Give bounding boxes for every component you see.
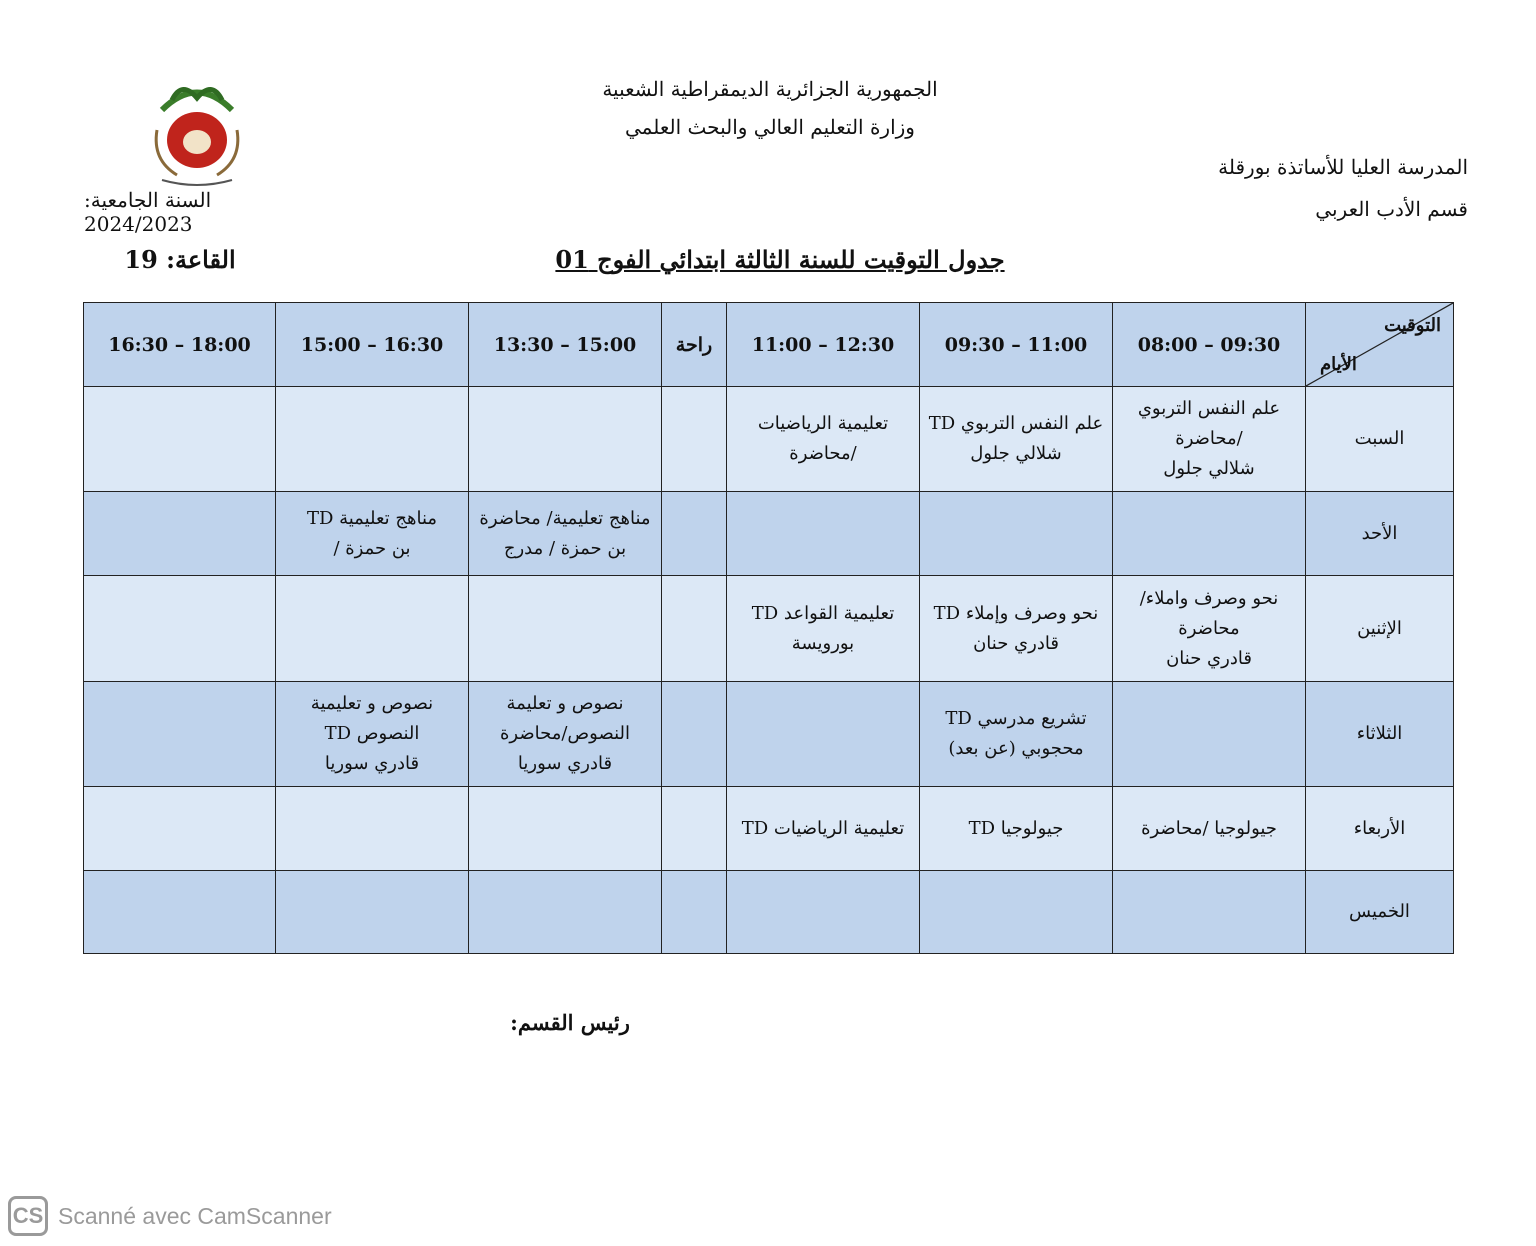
camscanner-logo: CS [8, 1196, 48, 1236]
session-cell [276, 871, 469, 954]
session-text: علم النفس التربوي TD [928, 413, 1104, 434]
timetable-row [84, 492, 1454, 576]
session-cell [469, 682, 662, 787]
session-text: قادري سوريا [517, 753, 613, 774]
session-cell [662, 387, 727, 492]
day-cell: الإثنين [1306, 576, 1454, 682]
session-text: مناهج تعليمية/ محاضرة [479, 507, 651, 529]
session-text: شلالي جلول [1163, 458, 1255, 479]
session-cell [727, 387, 920, 492]
session-cell [469, 787, 662, 871]
timetable-row [84, 871, 1454, 954]
session-cell [727, 576, 920, 682]
slot-header: 18:00 – 16:30 [84, 303, 276, 387]
day-cell: الخميس [1306, 871, 1454, 954]
republic-name: الجمهورية الجزائرية الديمقراطية الشعبية [602, 77, 938, 101]
page-title: جدول التوقيت للسنة الثالثة ابتدائي الفوج 01 [555, 245, 1005, 274]
session-cell [276, 492, 469, 576]
day-cell: الثلاثاء [1306, 682, 1454, 787]
session-text: مناهج تعليمية TD [306, 507, 438, 529]
session-cell [662, 492, 727, 576]
session-text: تشريع مدرسي TD [945, 708, 1087, 729]
session-text: جيولوجيا /محاضرة [1141, 817, 1277, 839]
day-cell: الأربعاء [1306, 787, 1454, 871]
ministry-name: وزارة التعليم العالي والبحث العلمي [625, 115, 915, 139]
session-cell [84, 576, 276, 682]
slot-header: 11:00 – 09:30 [920, 303, 1113, 387]
session-cell [469, 871, 662, 954]
session-cell [276, 576, 469, 682]
session-text: محاضرة [1178, 617, 1240, 639]
academic-year: السنة الجامعية: 2024/2023 [84, 188, 212, 236]
timetable [83, 302, 1454, 954]
session-text: نصوص و تعليمية [310, 693, 434, 714]
session-text: محجوبي (عن بعد) [948, 738, 1084, 759]
session-cell [1113, 871, 1306, 954]
day-cell: السبت [1306, 387, 1454, 492]
slot-header: 15:00 – 13:30 [469, 303, 662, 387]
session-cell [727, 787, 920, 871]
timetable-header-row [84, 303, 1454, 387]
session-cell [469, 387, 662, 492]
session-text: نصوص و تعليمة [506, 693, 624, 714]
session-cell [920, 492, 1113, 576]
session-cell [662, 787, 727, 871]
scanner-text: Scanné avec CamScanner [58, 1202, 332, 1229]
room-number: القاعة: 19 [124, 245, 236, 274]
session-cell [276, 682, 469, 787]
corner-cell [1306, 303, 1454, 387]
scanner-watermark [8, 1194, 332, 1238]
corner-time-label: التوقيت [1384, 315, 1441, 336]
signature-label: رئيس القسم: [510, 1010, 630, 1035]
session-text: تعليمية القواعد TD [751, 602, 895, 624]
header-center [560, 70, 980, 146]
session-cell [84, 492, 276, 576]
slot-header: 09:30 – 08:00 [1113, 303, 1306, 387]
session-cell [1113, 387, 1306, 492]
session-cell [920, 871, 1113, 954]
session-cell [920, 787, 1113, 871]
session-cell [84, 387, 276, 492]
session-text: شلالي جلول [970, 443, 1062, 464]
session-text: /محاضرة [1175, 428, 1243, 449]
slot-header-break: راحة [662, 303, 727, 387]
session-text: بن حمزة / [333, 537, 411, 559]
session-text: تعليمية الرياضيات [757, 413, 889, 434]
day-cell: الأحد [1306, 492, 1454, 576]
session-cell [469, 492, 662, 576]
session-cell [662, 871, 727, 954]
session-text: قادري حنان [973, 632, 1059, 654]
header-right [1108, 146, 1468, 230]
timetable-row [84, 787, 1454, 871]
session-cell [1113, 682, 1306, 787]
session-text: بن حمزة / مدرج [503, 537, 627, 559]
timetable-row [84, 387, 1454, 492]
session-cell [727, 682, 920, 787]
session-cell [662, 576, 727, 682]
slot-header: 12:30 – 11:00 [727, 303, 920, 387]
session-text: قادري حنان [1166, 647, 1252, 669]
session-cell [920, 682, 1113, 787]
session-text: جيولوجيا TD [968, 817, 1064, 839]
session-text: بورويسة [791, 632, 855, 654]
session-text: علم النفس التربوي [1137, 398, 1281, 419]
department-name: قسم الأدب العربي [1315, 197, 1468, 221]
session-cell [1113, 492, 1306, 576]
session-text: قادري سوريا [324, 753, 420, 774]
session-cell [920, 576, 1113, 682]
school-logo [132, 70, 262, 190]
corner-days-label: الأيام [1320, 354, 1357, 375]
session-text: نحو وصرف واملاء/ [1139, 587, 1279, 609]
session-cell [84, 682, 276, 787]
session-cell [920, 387, 1113, 492]
timetable-row [84, 576, 1454, 682]
session-cell [276, 387, 469, 492]
session-cell [727, 492, 920, 576]
session-cell [469, 576, 662, 682]
session-cell [1113, 787, 1306, 871]
session-text: النصوص/محاضرة [499, 723, 631, 744]
school-name: المدرسة العليا للأساتذة بورقلة [1218, 155, 1468, 179]
timetable-row [84, 682, 1454, 787]
session-cell [1113, 576, 1306, 682]
slot-header: 16:30 – 15:00 [276, 303, 469, 387]
session-text: تعليمية الرياضيات TD [741, 817, 905, 839]
session-cell [727, 871, 920, 954]
session-cell [662, 682, 727, 787]
session-cell [84, 787, 276, 871]
session-text: النصوص TD [324, 723, 420, 744]
session-cell [276, 787, 469, 871]
session-text: نحو وصرف وإملاء TD [933, 602, 1099, 624]
session-text: /محاضرة [789, 443, 857, 464]
session-cell [84, 871, 276, 954]
